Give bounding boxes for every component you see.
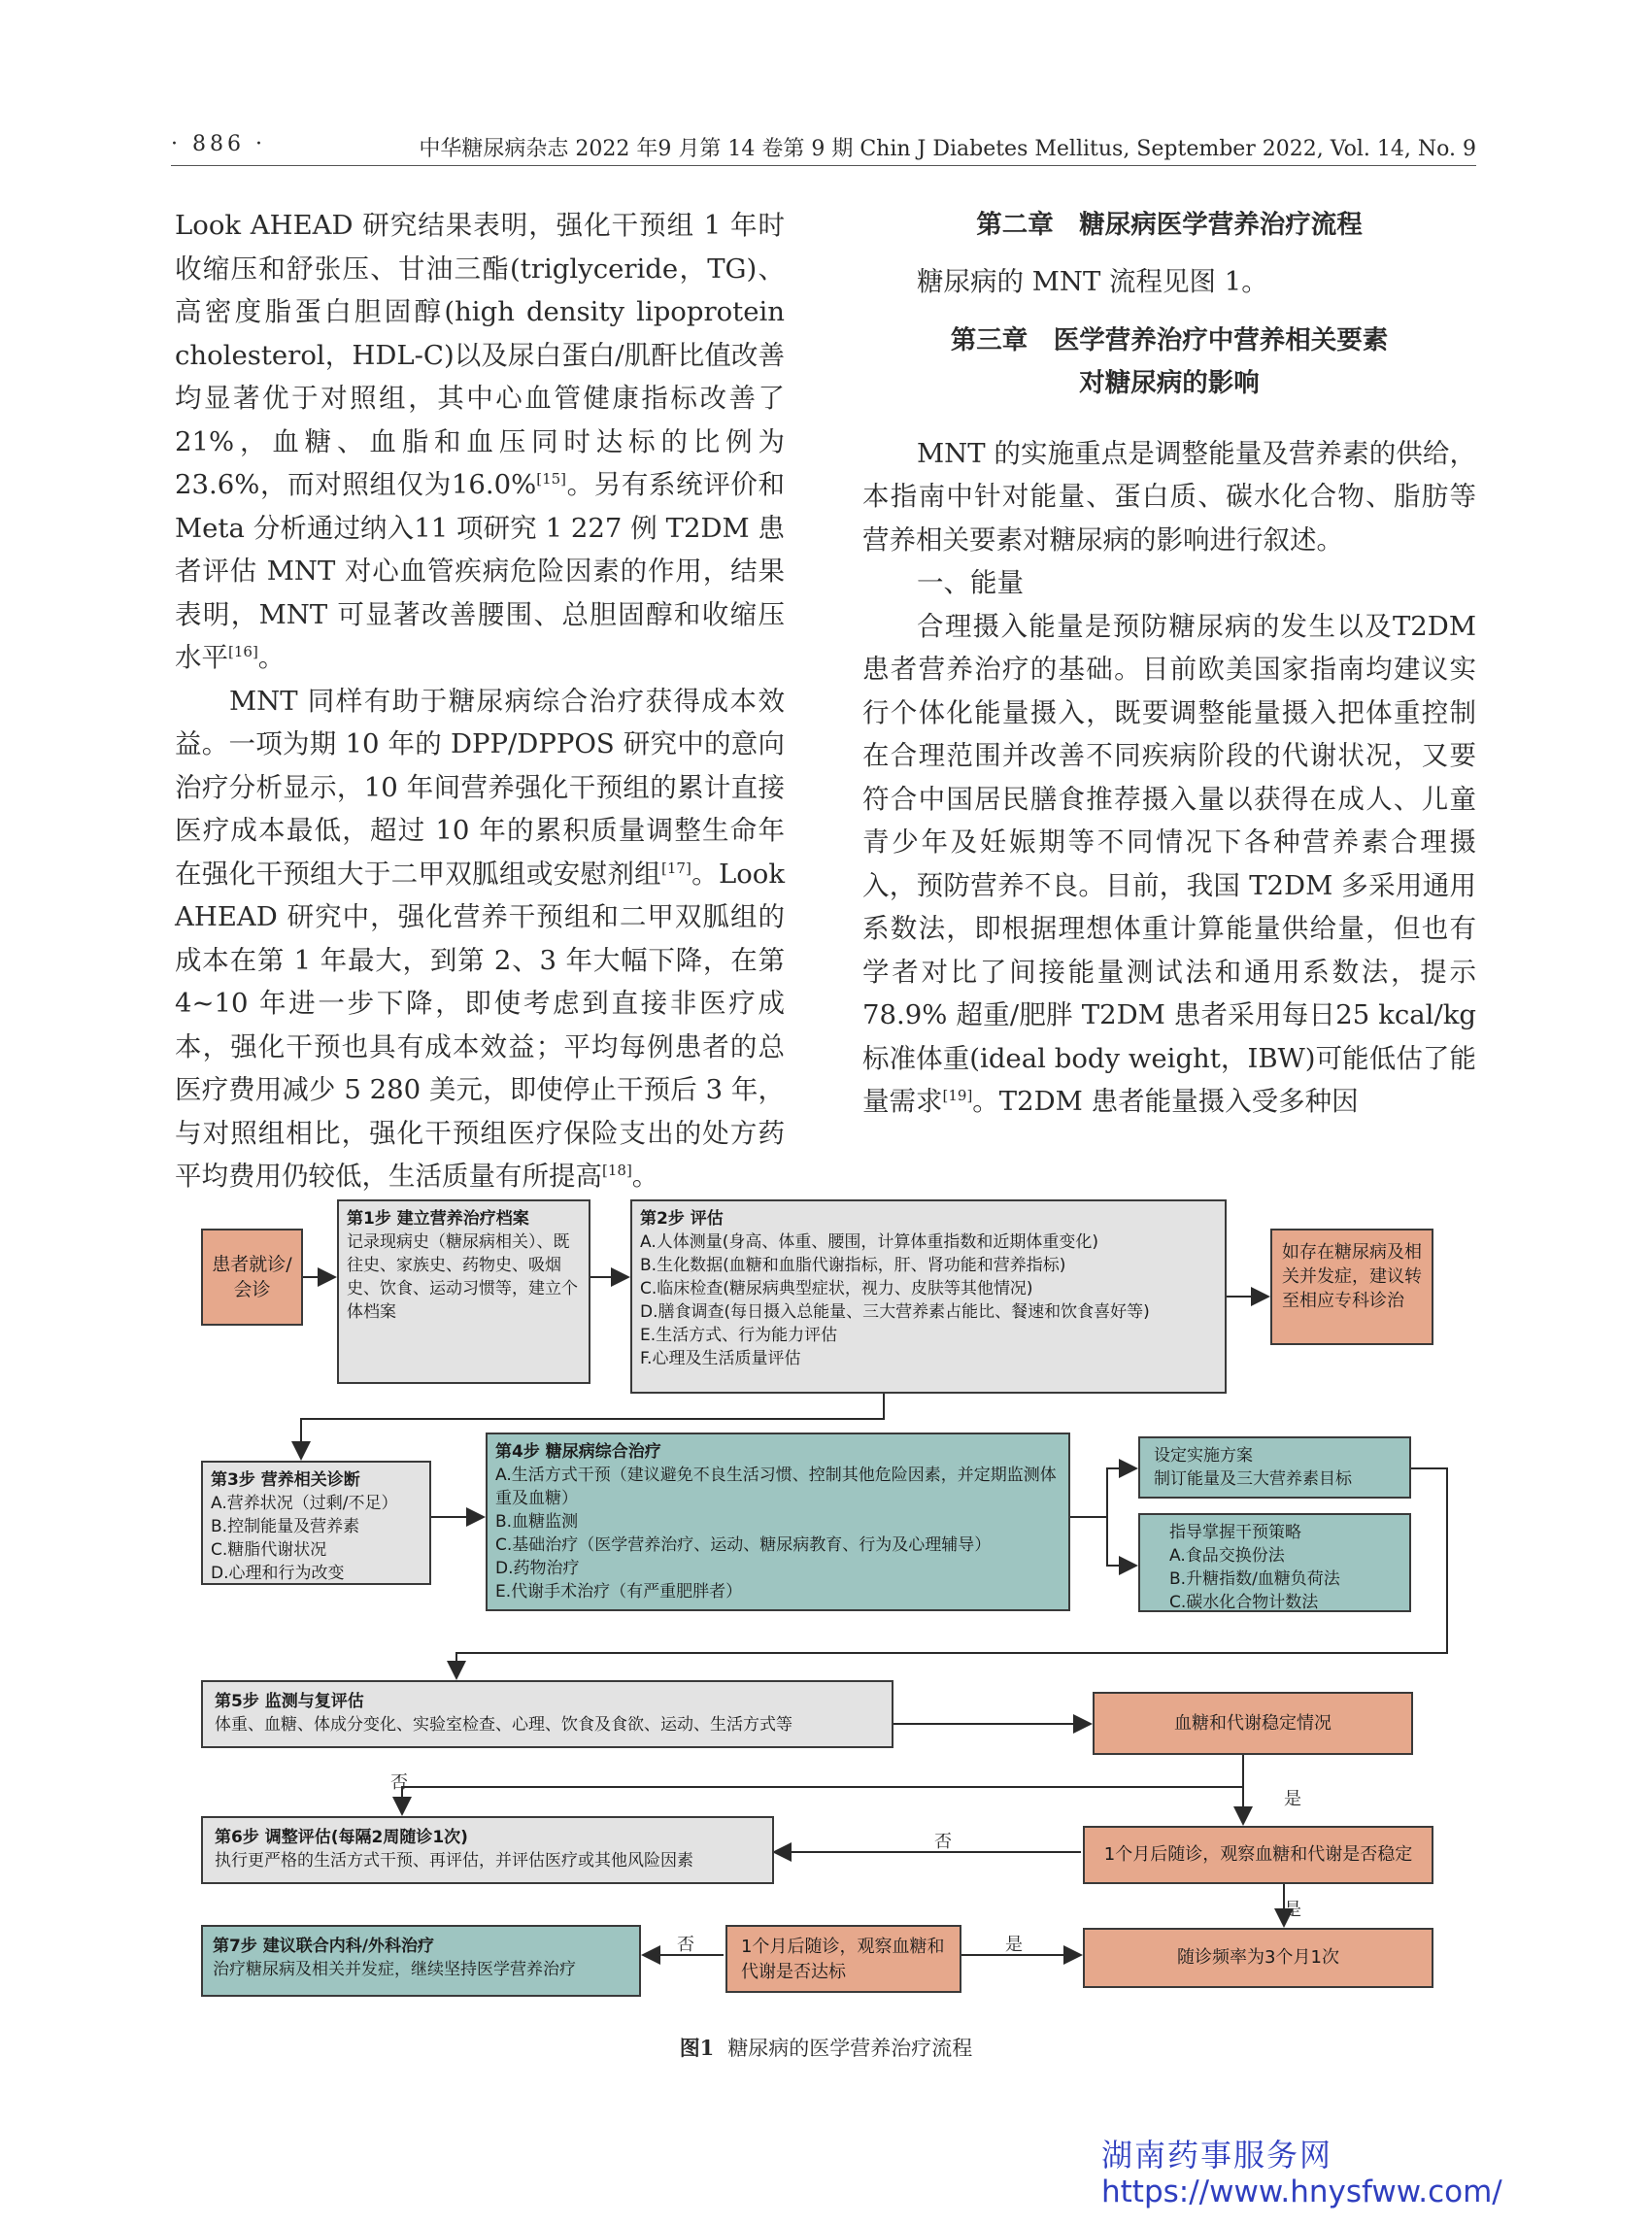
referral-box: 如存在糖尿病及相关并发症，建议转至相应专科诊治 — [1270, 1229, 1433, 1345]
branch-yes-label: 是 — [1284, 1789, 1301, 1809]
running-header — [171, 126, 1476, 166]
step3-item: C.糖脂代谢状况 — [211, 1540, 327, 1560]
figure-title: 糖尿病的医学营养治疗流程 — [727, 2037, 973, 2060]
branch-yes-label: 是 — [1284, 1900, 1301, 1920]
paragraph: MNT 的实施重点是调整能量及营养素的供给，本指南中针对能量、蛋白质、碳水化合物、脂肪等营养相关要素对糖尿病的影响进行叙述。 — [862, 437, 1476, 556]
chapter-heading: 对糖尿病的影响 — [1079, 367, 1260, 398]
step5-body: 体重、血糖、体成分变化、实验室检查、心理、饮食及食欲、运动、生活方式等 — [215, 1715, 792, 1735]
step3-item: A.营养状况（过剩/不足） — [211, 1494, 398, 1513]
step3-item: D.心理和行为改变 — [211, 1564, 345, 1583]
step4-item: B.血糖监测 — [495, 1512, 579, 1532]
step2-box — [630, 1199, 1227, 1394]
watermark-url[interactable]: https://www.hnysfww.com/ — [1101, 2174, 1502, 2209]
figure-label: 图1 — [679, 2036, 715, 2060]
step1-title: 第1步 建立营养治疗档案 — [347, 1209, 529, 1229]
step6-title: 第6步 调整评估(每隔2周随诊1次) — [215, 1828, 468, 1847]
step3-item: B.控制能量及营养素 — [211, 1517, 360, 1536]
citation: [18] — [602, 1161, 632, 1179]
step3-title: 第3步 营养相关诊断 — [211, 1470, 360, 1490]
citation: [19] — [942, 1086, 973, 1104]
strategy-box — [1138, 1513, 1411, 1612]
step7-title: 第7步 建议联合内科/外科治疗 — [213, 1937, 434, 1956]
step2-item: C.临床检查(糖尿病典型症状，视力、皮肤等其他情况) — [640, 1279, 1033, 1298]
right-column — [862, 204, 1476, 1124]
step6-box — [201, 1816, 774, 1884]
followup-target-box: 1个月后随诊，观察血糖和代谢是否达标 — [725, 1925, 961, 1993]
strategy-item: B.升糖指数/血糖负荷法 — [1169, 1569, 1340, 1589]
citation: [17] — [661, 859, 691, 877]
plan-box — [1138, 1436, 1411, 1499]
watermark — [1101, 2137, 1502, 2210]
chapter-heading: 第二章 糖尿病医学营养治疗流程 — [976, 210, 1363, 240]
branch-no-label: 否 — [934, 1832, 952, 1852]
step4-box — [486, 1433, 1070, 1611]
paragraph: 合理摄入能量是预防糖尿病的发生以及T2DM 患者营养治疗的基础。目前欧美国家指南均建议实行个体化能量摄入，既要调整能量摄入把体重控制在合理范围并改善不同疾病阶段的代谢状况，又要符合中国居民膳食推荐摄入量以获得在成人、儿童青少年及妊娠期等不同情况下各种营养素合理摄入，预防营养不良。目前，我国 T2DM 多采用通用系数法，即根据理想体重计算能量供给量，但也有学者对比了间接能量测试法和通用系数法，提示 78.9% 超重/肥胖 T2DM 患者采用每日25 kcal/kg 标准体重(ideal body weight，IBW)可能低估了能量需求[19]。T2DM 患者能量摄入受多种因 — [862, 610, 1476, 1117]
step2-title: 第2步 评估 — [640, 1209, 724, 1229]
strategy-item: C.碳水化合物计数法 — [1169, 1593, 1319, 1612]
citation: [15] — [536, 469, 567, 488]
branch-yes-label: 是 — [1005, 1935, 1023, 1955]
paragraph: Look AHEAD 研究结果表明，强化干预组 1 年时收缩压和舒张压、甘油三酯(triglyceride，TG)、高密度脂蛋白胆固醇(high density lipoprotein cholesterol，HDL-C)以及尿白蛋白/肌酐比值改善均显著优于对照组，其中心血管健康指标改善了 21%，血糖、血脂和血压同时达标的比例为 23.6%，而对照组仅为16.0%[15]。另有系统评价和 Meta 分析通过纳入11 项研究 1 227 例 T2DM 患者评估 MNT 对心血管疾病危险因素的作用，结果表明，MNT 可显著改善腰围、总胆固醇和收缩压水平[16]。 — [175, 210, 785, 673]
strategy-item: A.食品交换份法 — [1169, 1546, 1285, 1566]
step4-title: 第4步 糖尿病综合治疗 — [495, 1442, 661, 1462]
step4-item: D.药物治疗 — [495, 1559, 580, 1578]
branch-no-label: 否 — [677, 1935, 694, 1955]
patient-visit-box: 患者就诊/会诊 — [201, 1229, 303, 1326]
step7-body: 治疗糖尿病及相关并发症，继续坚持医学营养治疗 — [213, 1960, 576, 1979]
step4-item: A.生活方式干预（建议避免不良生活习惯、控制其他危险因素，并定期监测体重及血糖） — [495, 1466, 1057, 1508]
step2-item: D.膳食调查(每日摄入总能量、三大营养素占能比、餐速和饮食喜好等) — [640, 1302, 1150, 1322]
journal-title: 中华糖尿病杂志 2022 年9 月第 14 卷第 9 期 Chin J Diabetes Mellitus, September 2022, Vol. 14, No. 9 — [419, 137, 1476, 161]
step6-body: 执行更严格的生活方式干预、再评估，并评估医疗或其他风险因素 — [215, 1851, 693, 1871]
page-number: · 886 · — [171, 132, 266, 156]
step4-item: C.基础治疗（医学营养治疗、运动、糖尿病教育、行为及心理辅导） — [495, 1535, 992, 1555]
step5-title: 第5步 监测与复评估 — [215, 1692, 364, 1711]
figure-caption — [0, 2033, 1652, 2062]
section-heading: 一、能量 — [917, 567, 1024, 598]
step3-box — [201, 1461, 431, 1585]
step7-box — [201, 1925, 641, 1997]
step1-box — [337, 1199, 590, 1384]
glucose-stability-box: 血糖和代谢稳定情况 — [1093, 1692, 1413, 1755]
step5-box — [201, 1680, 893, 1748]
branch-no-label: 否 — [390, 1772, 408, 1793]
followup-stable-box: 1个月后随诊，观察血糖和代谢是否稳定 — [1083, 1826, 1433, 1884]
plan-body: 制订能量及三大营养素目标 — [1154, 1469, 1352, 1489]
plan-title: 设定实施方案 — [1154, 1446, 1253, 1466]
paragraph: 糖尿病的 MNT 流程见图 1。 — [917, 266, 1268, 297]
step4-item: E.代谢手术治疗（有严重肥胖者） — [495, 1582, 743, 1601]
step2-item: A.人体测量(身高、体重、腰围，计算体重指数和近期体重变化) — [640, 1232, 1098, 1252]
chapter-heading: 第三章 医学营养治疗中营养相关要素 — [950, 324, 1389, 355]
left-column — [175, 204, 785, 1198]
followup-3month-box: 随诊频率为3个月1次 — [1083, 1928, 1433, 1988]
step2-item: E.生活方式、行为能力评估 — [640, 1326, 838, 1345]
citation: [16] — [228, 642, 258, 660]
paragraph: MNT 同样有助于糖尿病综合治疗获得成本效益。一项为期 10 年的 DPP/DPPOS 研究中的意向治疗分析显示，10 年间营养强化干预组的累计直接医疗成本最低，超过 10 年的累积质量调整生命年在强化干预组大于二甲双胍组或安慰剂组[17]。Look AHEAD 研究中，强化营养干预组和二甲双胍组的成本在第 1 年最大，到第 2、3 年大幅下降，在第4~10 年进一步下降，即使考虑到直接非医疗成本，强化干预也具有成本效益；平均每例患者的总医疗费用减少 5 280 美元，即使停止干预后 3 年，与对照组相比，强化干预组医疗保险支出的处方药平均费用仍较低，生活质量有所提高[18]。 — [175, 685, 786, 1192]
step2-item: F.心理及生活质量评估 — [640, 1349, 801, 1368]
step1-body: 记录现病史（糖尿病相关）、既往史、家族史、药物史、吸烟史、饮食、运动习惯等，建立个体档案 — [347, 1232, 578, 1322]
strategy-title: 指导掌握干预策略 — [1169, 1523, 1301, 1542]
watermark-name: 湖南药事服务网 — [1101, 2137, 1333, 2174]
step2-item: B.生化数据(血糖和血脂代谢指标，肝、肾功能和营养指标) — [640, 1256, 1066, 1275]
